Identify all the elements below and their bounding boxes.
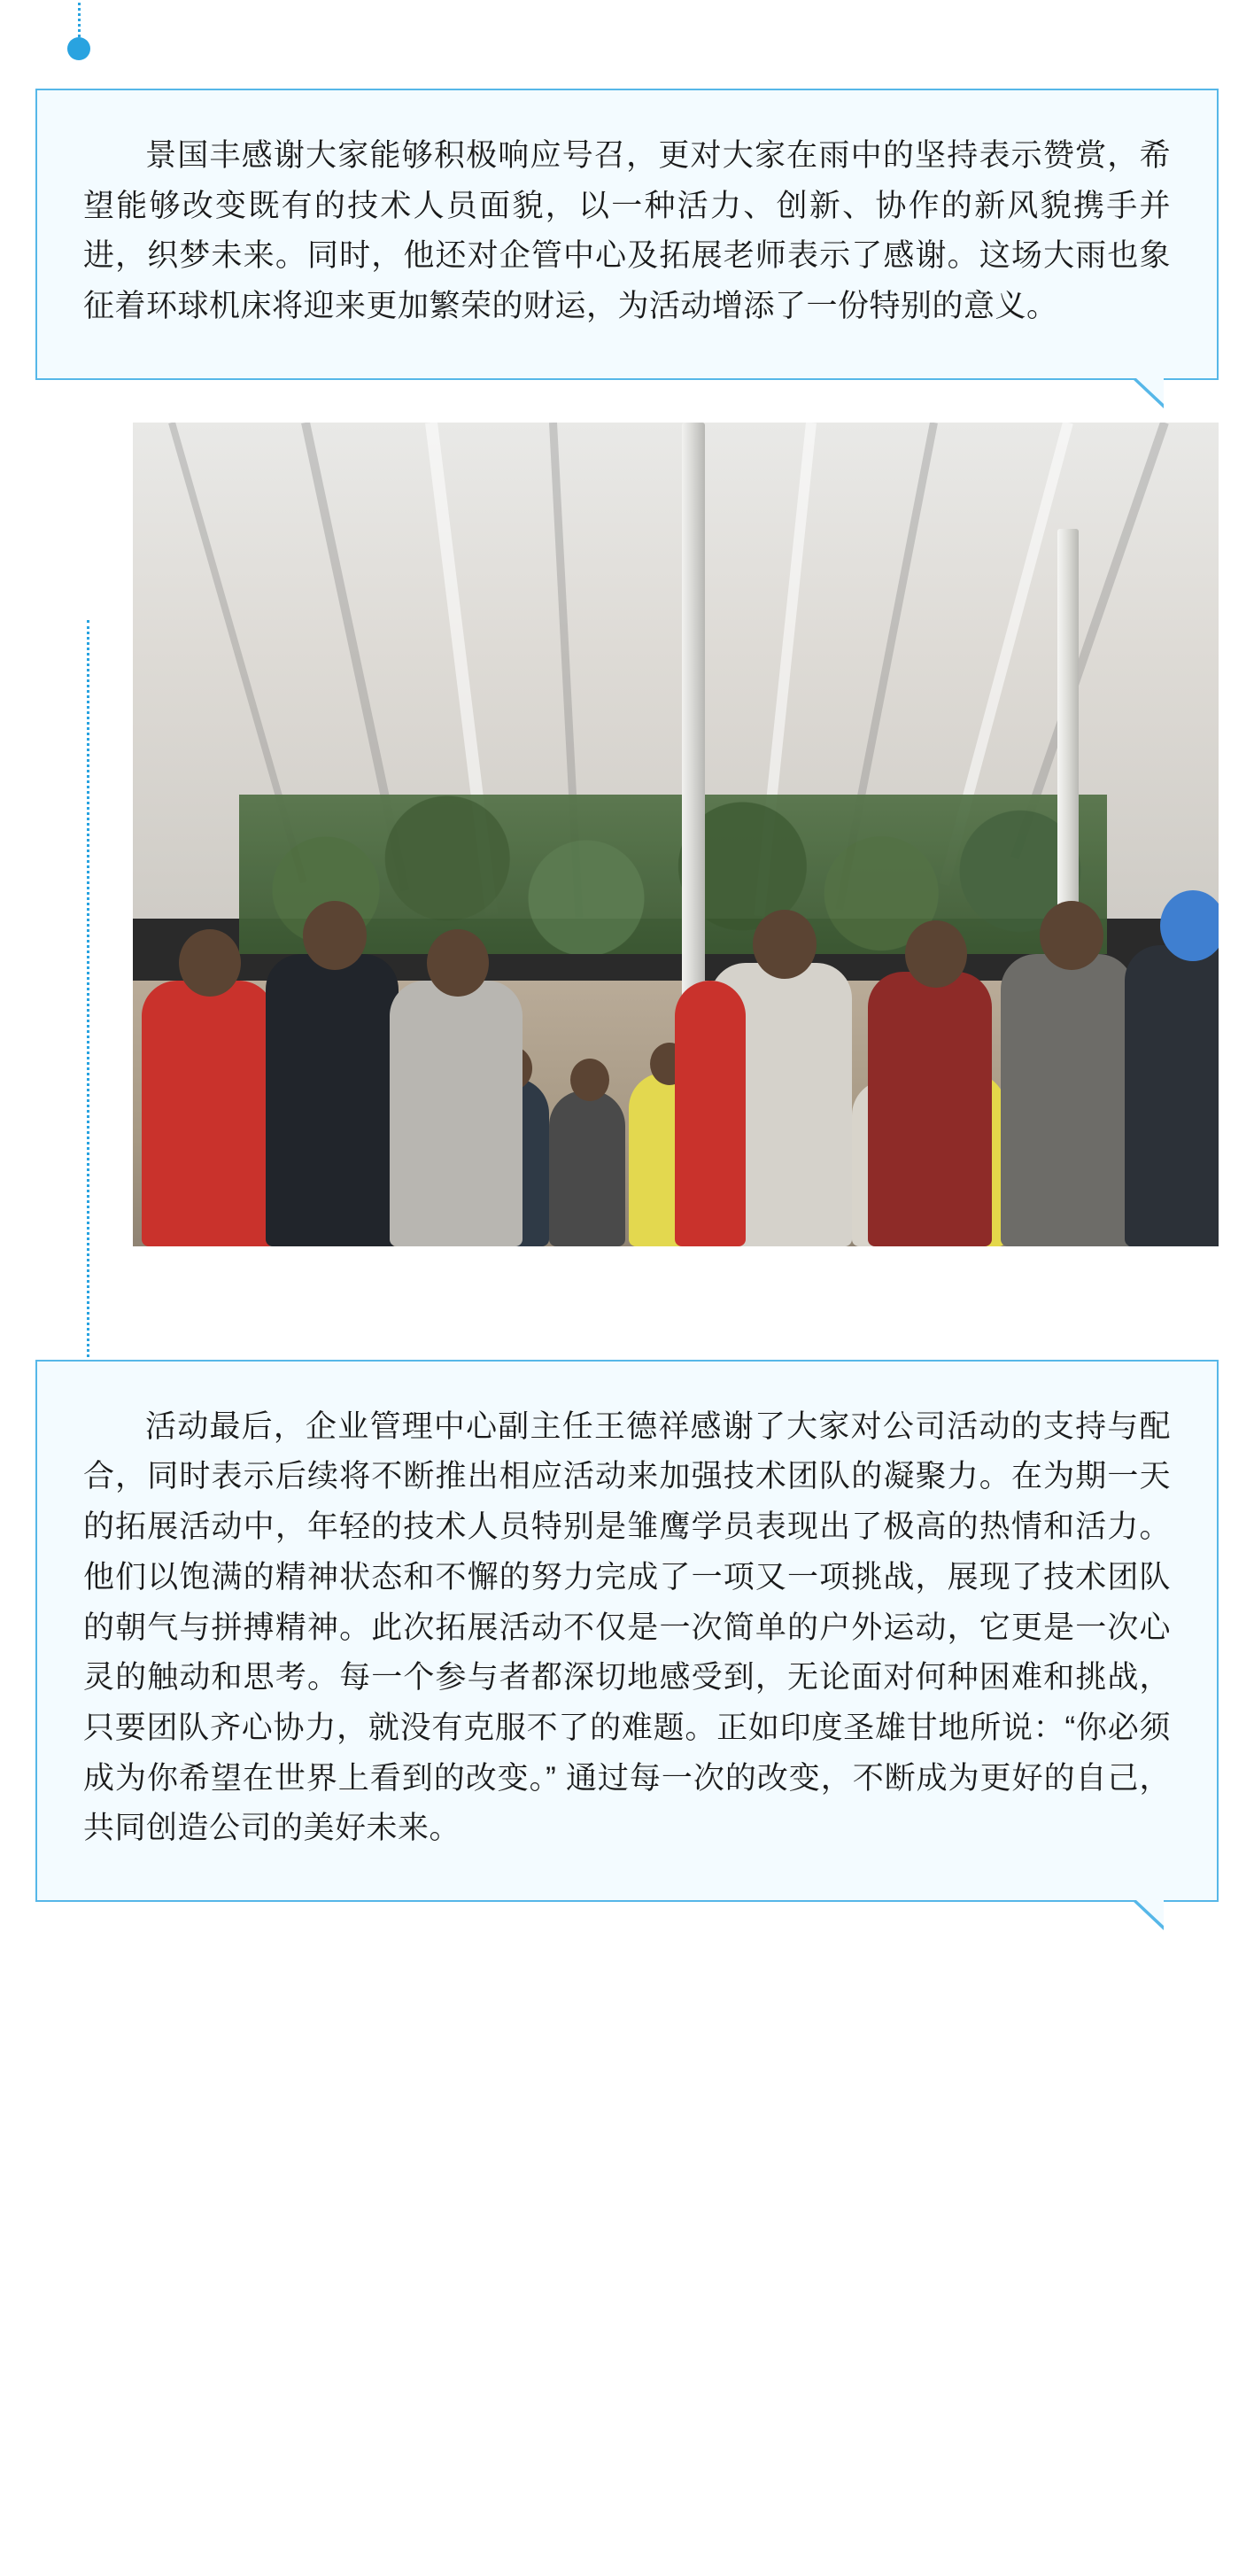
card-tail-one xyxy=(1132,378,1164,408)
participant-head xyxy=(1040,901,1103,970)
participant xyxy=(549,1090,625,1246)
participant xyxy=(1125,945,1219,1246)
paragraph-card-two xyxy=(35,1360,1219,1902)
participant-head xyxy=(427,929,489,997)
bottom-spacer xyxy=(0,1902,1254,1964)
participant-head xyxy=(570,1059,609,1101)
participant-head xyxy=(753,910,817,979)
crowd-of-participants xyxy=(133,874,1219,1246)
participant xyxy=(266,954,399,1246)
participant-vest-red xyxy=(868,972,992,1246)
participant-head xyxy=(179,929,241,997)
photo-content xyxy=(133,423,1219,1246)
participant-head xyxy=(303,901,367,970)
paragraph-one-text: 景国丰感谢大家能够积极响应号召，更对大家在雨中的坚持表示赞赏，希望能够改变既有的技术人员面貌，以一种活力、创新、协作的新风貌携手并进，织梦未来。同时，他还对企管中心及拓展老师表示了感谢。这场大雨也象征着环球机床将迎来更加繁荣的财运，为活动增添了一份特别的意义。 xyxy=(83,138,1171,324)
paragraph-two-text: 活动最后，企业管理中心副主任王德祥感谢了大家对公司活动的支持与配合，同时表示后续将不断推出相应活动来加强技术团队的凝聚力。在为期一天的拓展活动中，年轻的技术人员特别是雏鹰学员表现出了极高的热情和活力。他们以饱满的精神状态和不懈的努力完成了一项又一项挑战，展现了技术团队的朝气与拼搏精神。此次拓展活动不仅是一次简单的户外运动，它更是一次心灵的触动和思考。每一个参与者都深切地感受到，无论面对何种困难和挑战，只要团队齐心协力，就没有克服不了的难题。正如印度圣雄甘地所说：“你必须成为你希望在世界上看到的改变。” 通过每一次的改变，不断成为更好的自己，共同创造公司的美好未来。 xyxy=(83,1408,1171,1846)
participant-head xyxy=(905,920,967,988)
paragraph-card-one xyxy=(35,89,1219,380)
participant-vest-red xyxy=(675,981,746,1246)
card-tail-two xyxy=(1132,1900,1164,1930)
participant xyxy=(1001,954,1134,1246)
accent-dot xyxy=(67,37,90,60)
participant xyxy=(390,981,522,1246)
participant-vest-red xyxy=(142,981,275,1246)
event-photo xyxy=(133,423,1219,1246)
dotted-rail-middle xyxy=(87,620,89,1453)
participant-cap-blue xyxy=(1160,890,1219,961)
